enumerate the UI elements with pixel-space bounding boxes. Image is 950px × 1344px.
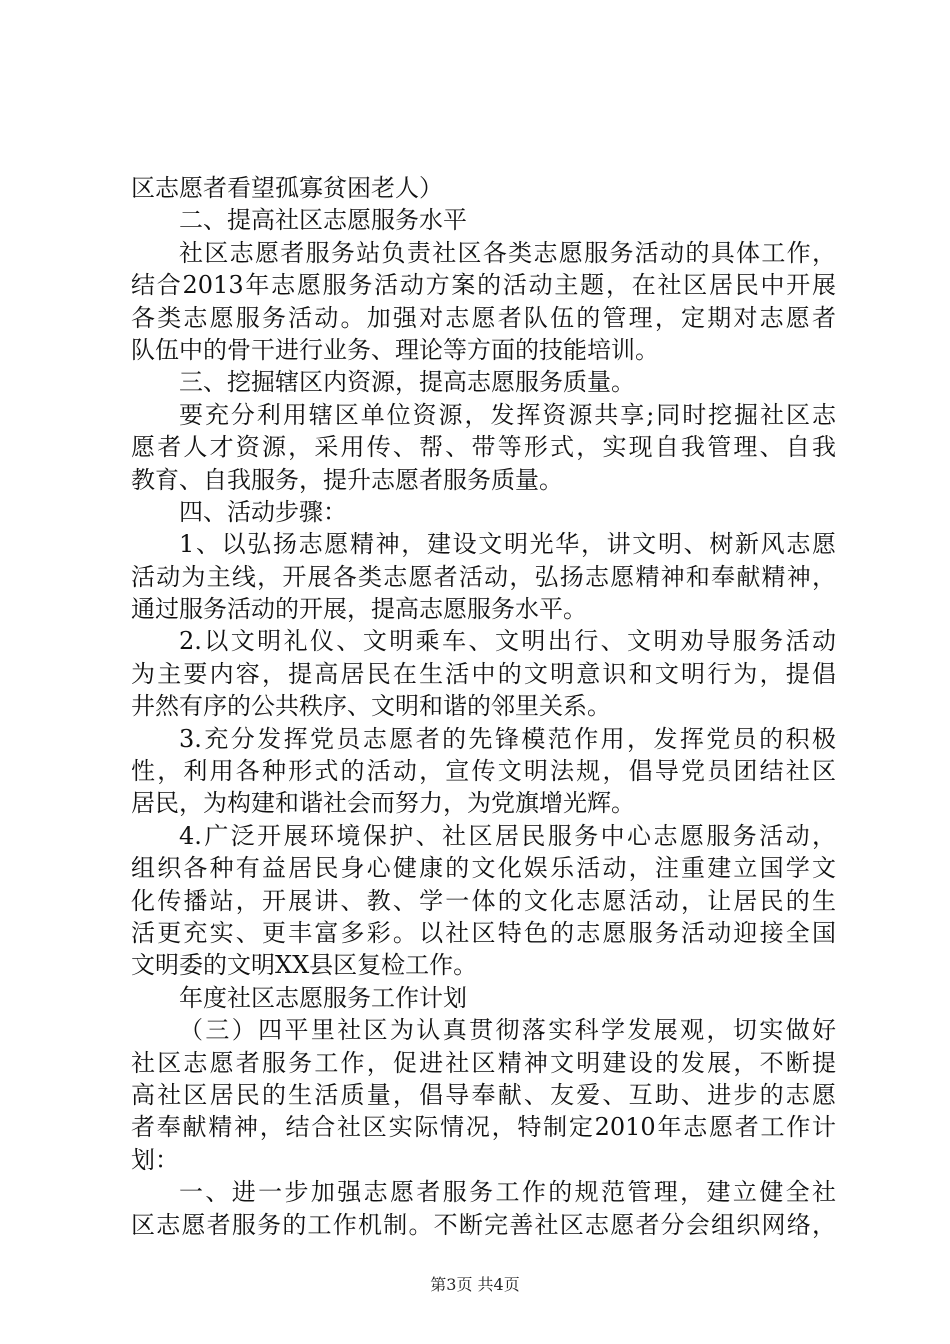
text-line: 社区志愿者服务工作，促进社区精神文明建设的发展，不断提 (131, 1048, 836, 1077)
text-line: 要充分利用辖区单位资源，发挥资源共享;同时挖掘社区志 (179, 400, 836, 429)
text-line: 各类志愿服务活动。加强对志愿者队伍的管理，定期对志愿者 (131, 303, 836, 332)
text-line: 活更充实、更丰富多彩。以社区特色的志愿服务活动迎接全国 (131, 918, 836, 947)
body-text (131, 172, 836, 1241)
text-line: 社区志愿者服务站负责社区各类志愿服务活动的具体工作， (179, 238, 836, 267)
text-line: 高社区居民的生活质量，倡导奉献、友爱、互助、进步的志愿 (131, 1080, 836, 1109)
text-line: 井然有序的公共秩序、文明和谐的邻里关系。 (131, 692, 611, 721)
text-line: 化传播站，开展讲、教、学一体的文化志愿活动，让居民的生 (131, 886, 836, 915)
text-line: 教育、自我服务，提升志愿者服务质量。 (131, 465, 563, 494)
text-line: 3.充分发挥党员志愿者的先锋模范作用，发挥党员的积极 (179, 724, 836, 753)
section-heading: 四、活动步骤： (179, 497, 347, 526)
text-line: 活动为主线，开展各类志愿者活动，弘扬志愿精神和奉献精神， (131, 562, 836, 591)
text-line: 区志愿者服务的工作机制。不断完善社区志愿者分会组织网络， (131, 1210, 836, 1239)
text-line: 居民，为构建和谐社会而努力，为党旗增光辉。 (131, 789, 635, 818)
text-line: 1、以弘扬志愿精神，建设文明光华，讲文明、树新风志愿 (179, 530, 836, 559)
text-line: 结合2013年志愿服务活动方案的活动主题，在社区居民中开展 (131, 271, 836, 300)
text-line: （三）四平里社区为认真贯彻落实科学发展观，切实做好 (179, 1016, 836, 1045)
text-line: 性，利用各种形式的活动，宣传文明法规，倡导党员团结社区 (131, 757, 836, 786)
text-line: 组织各种有益居民身心健康的文化娱乐活动，注重建立国学文 (131, 854, 836, 883)
text-line: 2.以文明礼仪、文明乘车、文明出行、文明劝导服务活动 (179, 627, 836, 656)
text-line: 者奉献精神，结合社区实际情况，特制定2010年志愿者工作计 (131, 1113, 836, 1142)
text-line: 划： (131, 1145, 179, 1174)
text-line: 一、进一步加强志愿者服务工作的规范管理，建立健全社 (179, 1178, 836, 1207)
text-line: 通过服务活动的开展，提高志愿服务水平。 (131, 595, 587, 624)
text-line: 文明委的文明XX县区复检工作。 (131, 951, 478, 980)
section-heading: 二、提高社区志愿服务水平 (179, 206, 467, 235)
text-line: 4.广泛开展环境保护、社区居民服务中心志愿服务活动， (179, 821, 836, 850)
section-heading: 三、挖掘辖区内资源，提高志愿服务质量。 (179, 368, 635, 397)
text-line: 区志愿者看望孤寡贫困老人） (131, 174, 443, 202)
page-number: 第3页 共4页 (430, 1275, 520, 1294)
text-line: 为主要内容，提高居民在生活中的文明意识和文明行为，提倡 (131, 659, 836, 688)
document-title: 年度社区志愿服务工作计划 (179, 983, 467, 1012)
text-line: 队伍中的骨干进行业务、理论等方面的技能培训。 (131, 335, 659, 364)
text-line: 愿者人才资源，采用传、帮、带等形式，实现自我管理、自我 (131, 433, 836, 462)
